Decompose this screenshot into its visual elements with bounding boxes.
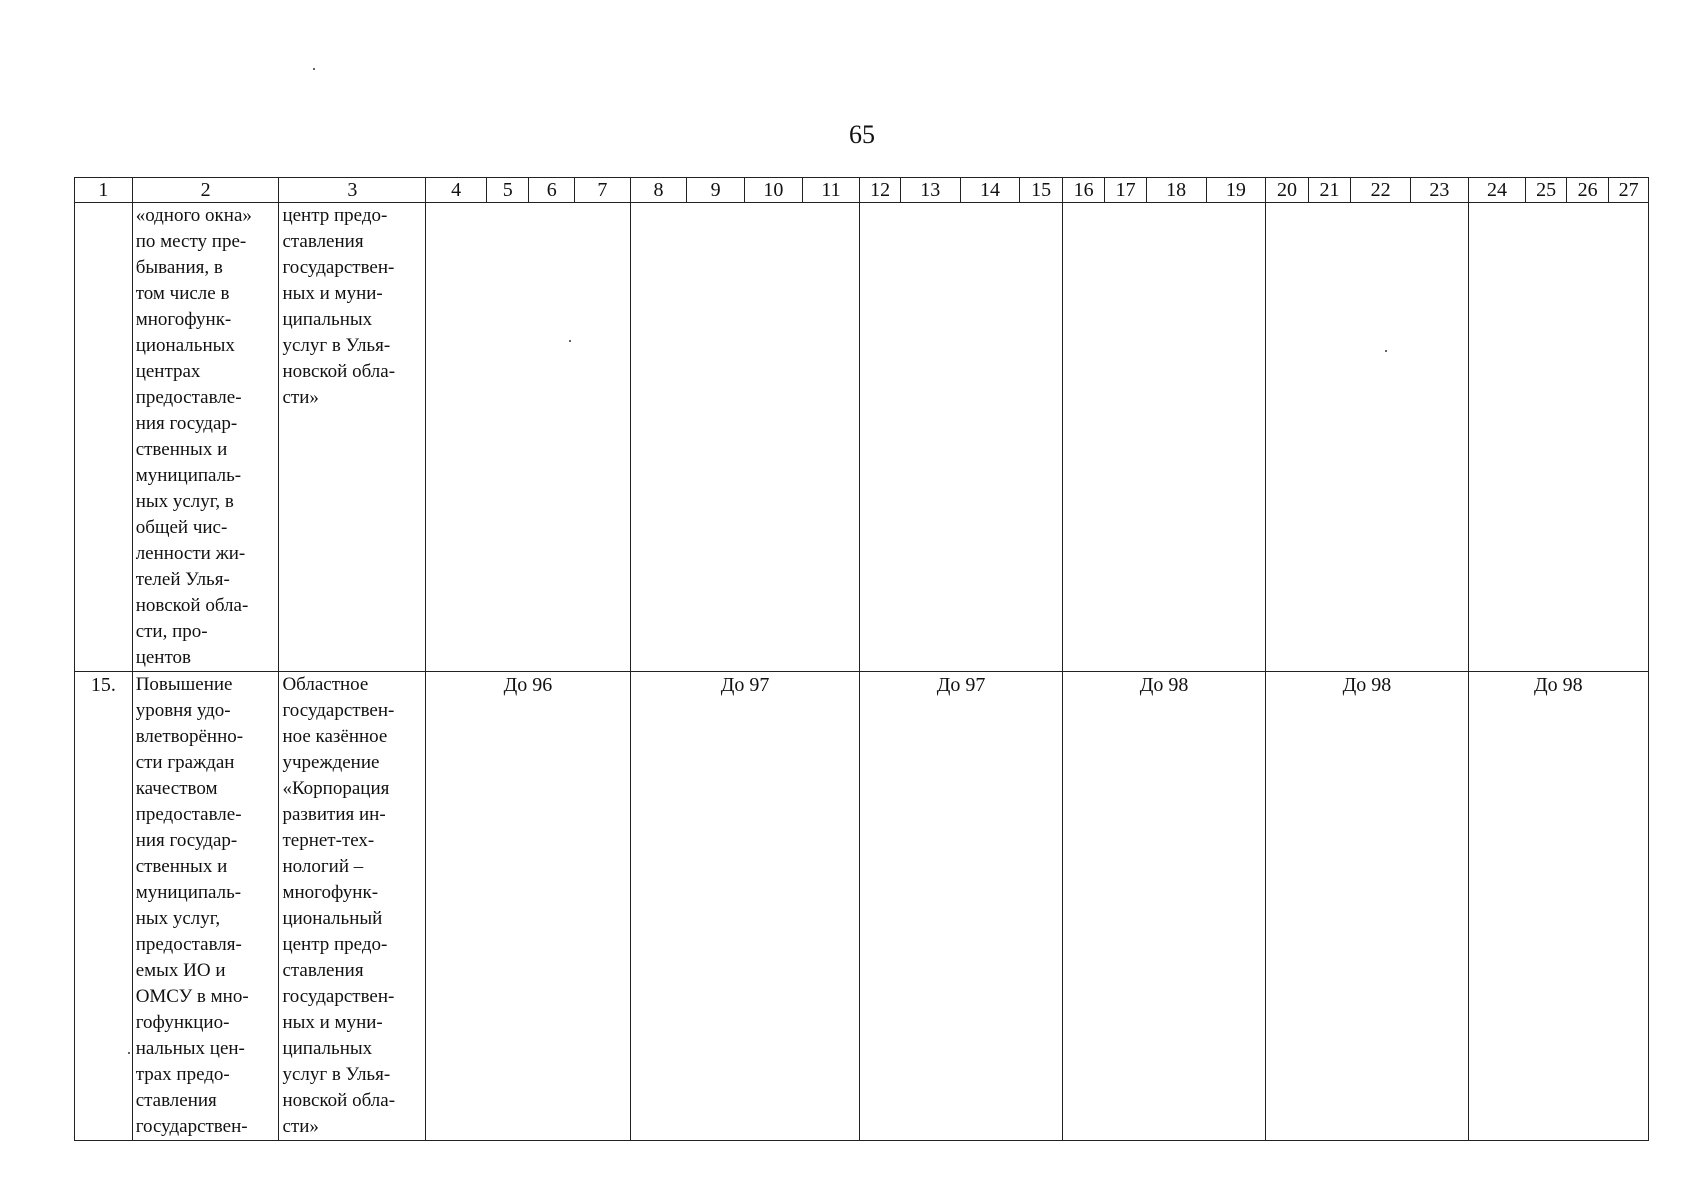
header-cell: 21 <box>1308 178 1351 203</box>
target-value <box>1266 203 1468 672</box>
header-cell: 26 <box>1566 178 1609 203</box>
header-cell: 2 <box>132 178 279 203</box>
table-row <box>75 203 1649 672</box>
target-value: До 97 <box>630 672 860 1141</box>
column-number-row <box>75 178 1649 203</box>
header-cell: 1 <box>75 178 133 203</box>
header-cell: 23 <box>1410 178 1468 203</box>
target-value <box>860 203 1062 672</box>
responsible-text: центр предо- ставления государствен- ных и муни- ципальных услуг в Улья- новской обла- сти» <box>279 203 426 672</box>
header-cell: 18 <box>1146 178 1206 203</box>
target-value: До 96 <box>426 672 630 1141</box>
header-cell: 6 <box>529 178 575 203</box>
target-value <box>1468 203 1648 672</box>
target-value <box>630 203 860 672</box>
header-cell: 12 <box>860 178 900 203</box>
target-value <box>1062 203 1265 672</box>
target-value <box>426 203 630 672</box>
header-cell: 25 <box>1526 178 1566 203</box>
header-cell: 8 <box>630 178 687 203</box>
header-cell: 5 <box>486 178 529 203</box>
header-cell: 9 <box>687 178 745 203</box>
header-cell: 13 <box>900 178 960 203</box>
target-value: До 98 <box>1468 672 1648 1141</box>
header-cell: 7 <box>574 178 630 203</box>
header-cell: 20 <box>1266 178 1309 203</box>
row-number: 15. <box>75 672 133 1141</box>
header-cell: 24 <box>1468 178 1526 203</box>
header-cell: 16 <box>1062 178 1105 203</box>
header-cell: 11 <box>802 178 860 203</box>
target-value: До 97 <box>860 672 1062 1141</box>
target-value: До 98 <box>1062 672 1265 1141</box>
header-cell: 14 <box>960 178 1020 203</box>
target-value: До 98 <box>1266 672 1468 1141</box>
header-cell: 4 <box>426 178 487 203</box>
indicator-text: «одного окна» по месту пре- бывания, в том числе в многофунк- циональных центрах предоставле- ния государ- ственных и муниципаль- ных услуг, в общей чис- ленности жи- телей Улья- новской обла- сти, про- центов <box>132 203 279 672</box>
scan-speck <box>313 68 315 70</box>
header-cell: 10 <box>745 178 803 203</box>
row-number <box>75 203 133 672</box>
header-cell: 15 <box>1020 178 1063 203</box>
header-cell: 22 <box>1351 178 1411 203</box>
indicator-table <box>74 177 1649 1141</box>
table-row <box>75 672 1649 1141</box>
header-cell: 27 <box>1609 178 1649 203</box>
header-cell: 17 <box>1105 178 1147 203</box>
header-cell: 19 <box>1206 178 1266 203</box>
page-number: 65 <box>849 120 875 149</box>
header-cell: 3 <box>279 178 426 203</box>
responsible-text: Областное государствен- ное казённое учреждение «Корпорация развития ин- тернет-тех- нологий – многофунк- циональный центр предо- ставления государствен- ных и муни- ципальных услуг в Улья- новской обла- сти» <box>279 672 426 1141</box>
indicator-text: Повышение уровня удо- влетворённо- сти граждан качеством предоставле- ния государ- ственных и муниципаль- ных услуг, предоставля- емых ИО и ОМСУ в мно- гофункцио- нальных цен- трах предо- ставления государствен- <box>132 672 279 1141</box>
